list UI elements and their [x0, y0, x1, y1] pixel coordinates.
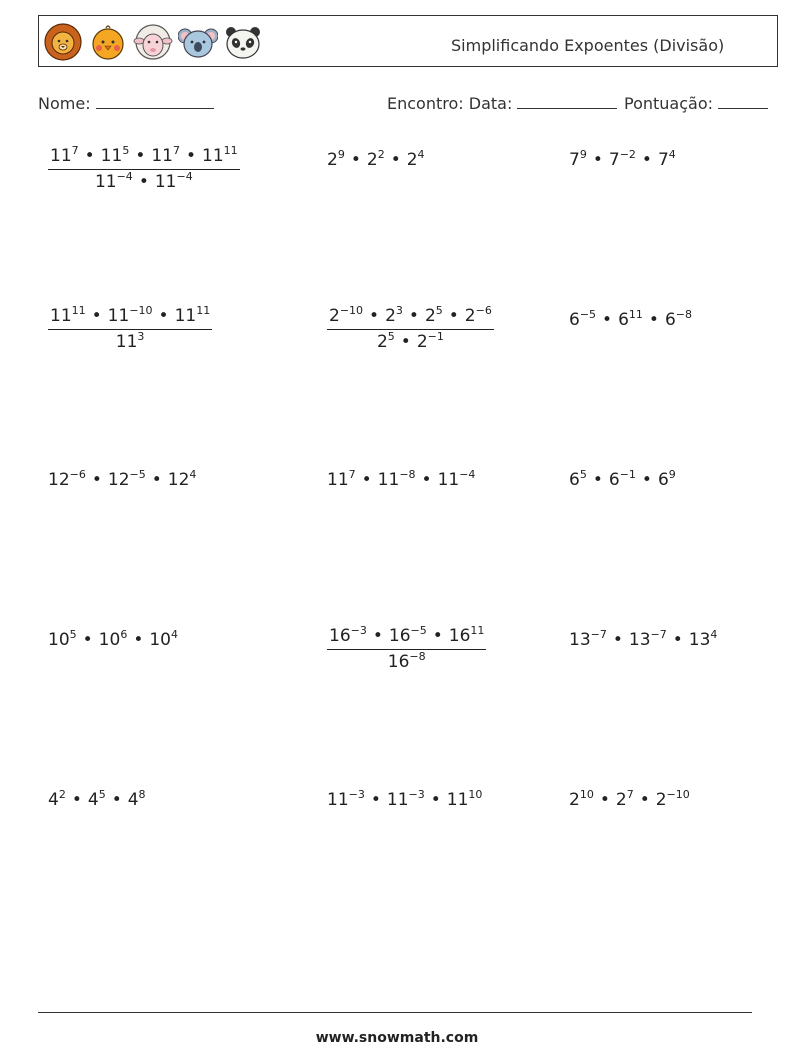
power-term: [385, 306, 403, 326]
denominator: [48, 330, 212, 352]
base: 11: [174, 306, 197, 326]
exponent: −7: [650, 628, 667, 641]
denominator: [327, 650, 486, 672]
base: 10: [98, 630, 121, 650]
base: 2: [376, 332, 388, 352]
multiplication-dot: •: [641, 470, 652, 490]
sheep-icon: [133, 22, 173, 62]
panda-icon: [223, 22, 263, 62]
exponent: 7: [71, 144, 79, 157]
exponent: −3: [348, 788, 365, 801]
power-term: [425, 306, 443, 326]
exponent: −8: [409, 650, 426, 663]
exponent: −8: [675, 308, 692, 321]
worksheet-title: Simplificando Expoentes (Divisão): [451, 36, 725, 55]
base: 11: [202, 146, 224, 166]
base: 11: [94, 172, 117, 192]
base: 13: [569, 630, 591, 650]
problem-2: [327, 150, 425, 170]
multiplication-dot: •: [91, 306, 102, 326]
exponent: −6: [475, 304, 492, 317]
multiplication-dot: •: [602, 310, 613, 330]
exponent: 2: [58, 788, 66, 801]
power-term: [618, 310, 643, 330]
exponent: 4: [710, 628, 718, 641]
base: 2: [385, 306, 396, 326]
multiplication-dot: •: [158, 306, 169, 326]
multiplication-dot: •: [133, 630, 144, 650]
multiplication-dot: •: [82, 630, 93, 650]
base: 7: [569, 150, 580, 170]
base: 11: [327, 470, 349, 490]
exponent: 9: [337, 148, 345, 161]
exponent: −10: [666, 788, 690, 801]
base: 2: [406, 150, 418, 170]
base: 12: [167, 470, 190, 490]
exponent: 5: [98, 788, 106, 801]
power-term: [658, 470, 676, 490]
exponent: 4: [417, 148, 425, 161]
base: 12: [48, 470, 70, 490]
base: 2: [416, 332, 428, 352]
power-term: [465, 306, 492, 326]
base: 4: [87, 790, 99, 810]
power-term: [367, 150, 385, 170]
exponent: −5: [129, 468, 146, 481]
power-term: [658, 150, 676, 170]
power-term: [609, 150, 636, 170]
power-term: [327, 150, 345, 170]
base: 11: [437, 470, 460, 490]
base: 16: [387, 652, 410, 672]
base: 4: [48, 790, 59, 810]
multiplication-dot: •: [372, 626, 383, 646]
chick-icon: [88, 22, 128, 62]
date-blank[interactable]: [517, 94, 617, 109]
power-term: [387, 790, 425, 810]
power-term: [389, 626, 427, 646]
base: 16: [329, 626, 351, 646]
multiplication-dot: •: [135, 146, 146, 166]
exponent: 9: [579, 148, 587, 161]
multiplication-dot: •: [408, 306, 419, 326]
power-term: [99, 630, 128, 650]
power-term: [50, 146, 79, 166]
numerator: [327, 306, 494, 330]
exponent: 7: [172, 144, 180, 157]
exponent: 5: [579, 468, 587, 481]
base: 6: [618, 310, 629, 330]
problem-13: [48, 790, 146, 810]
power-term: [329, 626, 367, 646]
multiplication-dot: •: [400, 332, 411, 352]
multiplication-dot: •: [430, 790, 441, 810]
power-term: [665, 310, 692, 330]
base: 11: [50, 306, 72, 326]
exponent: 4: [189, 468, 197, 481]
power-term: [50, 306, 86, 326]
base: 2: [615, 790, 627, 810]
exponent: −3: [408, 788, 425, 801]
base: 2: [424, 306, 436, 326]
multiplication-dot: •: [421, 470, 432, 490]
exponent: −1: [427, 330, 444, 343]
power-term: [116, 332, 145, 352]
exponent: 6: [120, 628, 128, 641]
power-term: [417, 332, 444, 352]
date-field[interactable]: [387, 94, 617, 113]
problem-4: [48, 306, 212, 352]
power-term: [327, 470, 356, 490]
base: 12: [107, 470, 130, 490]
multiplication-dot: •: [448, 306, 459, 326]
power-term: [329, 306, 363, 326]
power-term: [689, 630, 718, 650]
footer-divider: [38, 1012, 752, 1013]
exponent: −1: [619, 468, 636, 481]
exponent: 5: [122, 144, 130, 157]
power-term: [609, 470, 636, 490]
base: 16: [448, 626, 471, 646]
exponent: 10: [468, 788, 483, 801]
exponent: 3: [395, 304, 403, 317]
base: 16: [388, 626, 411, 646]
power-term: [101, 146, 130, 166]
power-term: [569, 310, 596, 330]
power-term: [128, 790, 146, 810]
numerator: [327, 626, 486, 650]
problem-15: [569, 790, 690, 810]
base: 10: [48, 630, 70, 650]
base: 10: [149, 630, 171, 650]
multiplication-dot: •: [369, 306, 380, 326]
base: 11: [386, 790, 409, 810]
exponent: −5: [579, 308, 597, 321]
power-term: [388, 652, 426, 672]
name-blank[interactable]: [96, 94, 214, 109]
problem-9: [569, 470, 676, 490]
multiplication-dot: •: [111, 790, 122, 810]
name-label: Nome:: [38, 94, 91, 113]
power-term: [95, 172, 133, 192]
fraction: [48, 146, 240, 192]
problem-1: [48, 146, 240, 192]
exponent: 4: [668, 148, 676, 161]
multiplication-dot: •: [432, 626, 443, 646]
problem-7: [48, 470, 196, 490]
exponent: 11: [470, 624, 485, 637]
exponent: 9: [668, 468, 676, 481]
base: 2: [327, 150, 338, 170]
exponent: 2: [377, 148, 385, 161]
fraction: [327, 306, 494, 352]
base: 7: [608, 150, 620, 170]
exponent: 5: [69, 628, 77, 641]
multiplication-dot: •: [390, 150, 401, 170]
power-term: [447, 790, 483, 810]
base: 11: [107, 306, 130, 326]
power-term: [151, 146, 180, 166]
meeting-date-label: Encontro: Data:: [387, 94, 513, 113]
base: 2: [366, 150, 378, 170]
power-term: [629, 630, 667, 650]
exponent: −10: [129, 304, 153, 317]
exponent: −2: [619, 148, 636, 161]
base: 6: [664, 310, 676, 330]
base: 2: [329, 306, 340, 326]
fraction: [48, 306, 212, 352]
base: 6: [569, 470, 580, 490]
power-term: [569, 790, 594, 810]
base: 6: [569, 310, 580, 330]
multiplication-dot: •: [138, 172, 149, 192]
footer-url: www.snowmath.com: [315, 1030, 479, 1046]
power-term: [108, 306, 153, 326]
denominator: [48, 170, 240, 192]
problem-14: [327, 790, 482, 810]
base: 2: [464, 306, 476, 326]
base: 11: [151, 146, 173, 166]
exponent: 5: [387, 330, 395, 343]
exponent: 10: [579, 788, 594, 801]
exponent: −8: [399, 468, 416, 481]
exponent: −6: [69, 468, 86, 481]
exponent: 3: [137, 330, 145, 343]
power-term: [108, 470, 146, 490]
power-term: [569, 470, 587, 490]
multiplication-dot: •: [71, 790, 82, 810]
base: 11: [100, 146, 123, 166]
multiplication-dot: •: [151, 470, 162, 490]
power-term: [569, 630, 607, 650]
exponent: −10: [339, 304, 364, 317]
name-field[interactable]: [38, 94, 214, 113]
base: 11: [446, 790, 469, 810]
problem-3: [569, 150, 676, 170]
denominator: [327, 330, 494, 352]
multiplication-dot: •: [185, 146, 197, 166]
base: 7: [657, 150, 669, 170]
exponent: 4: [170, 628, 178, 641]
exponent: 11: [223, 144, 238, 157]
base: 6: [608, 470, 620, 490]
exponent: 11: [196, 304, 211, 317]
multiplication-dot: •: [639, 790, 650, 810]
exponent: 7: [348, 468, 356, 481]
base: 13: [688, 630, 711, 650]
base: 2: [569, 790, 580, 810]
problem-5: [327, 306, 494, 352]
problem-8: [327, 470, 475, 490]
exponent: −3: [350, 624, 367, 637]
lion-icon: [43, 22, 83, 62]
multiplication-dot: •: [350, 150, 361, 170]
multiplication-dot: •: [599, 790, 610, 810]
power-term: [377, 332, 395, 352]
koala-icon: [178, 22, 218, 62]
power-term: [88, 790, 106, 810]
base: 13: [628, 630, 651, 650]
power-term: [438, 470, 476, 490]
power-term: [168, 470, 197, 490]
exponent: 11: [628, 308, 643, 321]
base: 4: [127, 790, 139, 810]
multiplication-dot: •: [91, 470, 102, 490]
power-term: [155, 172, 193, 192]
multiplication-dot: •: [84, 146, 95, 166]
fraction: [327, 626, 486, 672]
power-term: [378, 470, 416, 490]
exponent: −4: [176, 170, 193, 183]
base: 11: [50, 146, 72, 166]
multiplication-dot: •: [592, 470, 603, 490]
multiplication-dot: •: [641, 150, 652, 170]
base: 2: [655, 790, 667, 810]
power-term: [48, 790, 66, 810]
exponent: 11: [71, 304, 86, 317]
power-term: [656, 790, 690, 810]
numerator: [48, 146, 240, 170]
power-term: [175, 306, 211, 326]
power-term: [48, 630, 77, 650]
exponent: −4: [116, 170, 133, 183]
worksheet-header: [38, 15, 778, 67]
problem-12: [569, 630, 717, 650]
power-term: [569, 150, 587, 170]
problem-6: [569, 310, 692, 330]
power-term: [202, 146, 238, 166]
score-blank[interactable]: [718, 94, 768, 109]
exponent: −5: [410, 624, 427, 637]
exponent: 7: [626, 788, 634, 801]
power-term: [616, 790, 634, 810]
exponent: −7: [590, 628, 607, 641]
power-term: [407, 150, 425, 170]
base: 6: [657, 470, 669, 490]
multiplication-dot: •: [361, 470, 372, 490]
multiplication-dot: •: [370, 790, 381, 810]
base: 11: [377, 470, 400, 490]
power-term: [449, 626, 485, 646]
exponent: 5: [435, 304, 443, 317]
base: 11: [154, 172, 177, 192]
base: 11: [327, 790, 349, 810]
score-label: Pontuação:: [624, 94, 714, 113]
problem-10: [48, 630, 178, 650]
power-term: [48, 470, 86, 490]
exponent: −4: [459, 468, 476, 481]
base: 11: [115, 332, 138, 352]
multiplication-dot: •: [612, 630, 623, 650]
power-term: [327, 790, 365, 810]
power-term: [149, 630, 178, 650]
numerator: [48, 306, 212, 330]
multiplication-dot: •: [672, 630, 683, 650]
exponent: 8: [138, 788, 146, 801]
multiplication-dot: •: [592, 150, 603, 170]
problem-11: [327, 626, 486, 672]
multiplication-dot: •: [648, 310, 659, 330]
score-field[interactable]: [624, 94, 768, 113]
